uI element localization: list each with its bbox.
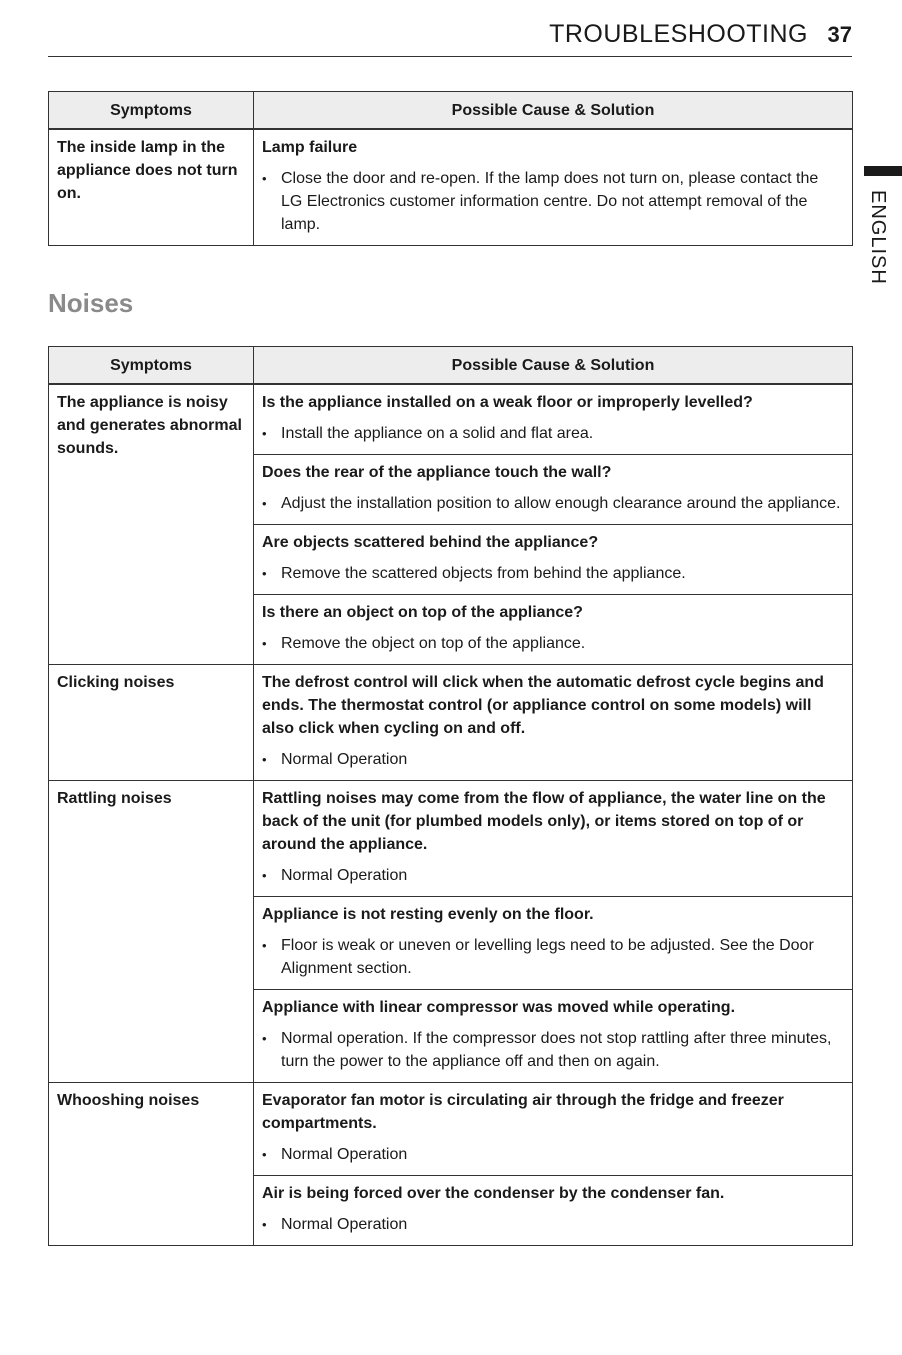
- remedy-text: Normal Operation: [281, 1216, 408, 1233]
- column-header-symptoms: Symptoms: [49, 347, 254, 385]
- bullet-icon: •: [262, 496, 267, 511]
- symptom-cell: Whooshing noises: [49, 1083, 254, 1246]
- symptom-cell: The inside lamp in the appliance does not turn on.: [49, 129, 254, 246]
- cause-heading: Appliance with linear compressor was moved while operating.: [262, 999, 736, 1016]
- page-number: 37: [827, 22, 852, 47]
- bullet-icon: •: [262, 1217, 267, 1232]
- remedy-bullet: [262, 1143, 844, 1166]
- table-body: [49, 129, 853, 246]
- table-row: [49, 781, 853, 1083]
- solution-block: [254, 989, 852, 1082]
- solution-cell: [254, 1083, 853, 1246]
- remedy-text: Normal Operation: [281, 751, 408, 768]
- cause-heading: Is there an object on top of the appliance?: [262, 604, 583, 621]
- bullet-icon: •: [262, 1147, 267, 1162]
- side-tab-label: ENGLISH: [867, 190, 889, 285]
- cause-heading: Lamp failure: [262, 139, 358, 156]
- bullet-icon: •: [262, 868, 267, 883]
- remedy-bullet: [262, 1213, 844, 1236]
- troubleshooting-table-lamp: [48, 91, 853, 246]
- remedy-bullet: [262, 1027, 844, 1073]
- solution-block: [254, 896, 852, 989]
- remedy-text: Install the appliance on a solid and flat area.: [281, 425, 594, 442]
- solution-block: [254, 665, 852, 780]
- header-title: TROUBLESHOOTING: [549, 20, 808, 48]
- symptom-cell: Clicking noises: [49, 665, 254, 781]
- solution-block: [254, 385, 852, 454]
- bullet-icon: •: [262, 752, 267, 767]
- symptom-cell: The appliance is noisy and generates abnormal sounds.: [49, 384, 254, 665]
- cause-heading: The defrost control will click when the automatic defrost cycle begins and ends. The thermostat control (or appliance control on some models) will also click when cycling on and off.: [262, 674, 824, 737]
- solution-block: [254, 1175, 852, 1245]
- table-row: [49, 384, 853, 665]
- bullet-icon: •: [262, 171, 267, 186]
- cause-heading: Rattling noises may come from the flow of appliance, the water line on the back of the unit (for plumbed models only), or items stored on top of or around the appliance.: [262, 790, 826, 853]
- solution-block: [254, 781, 852, 896]
- remedy-text: Normal operation. If the compressor does not stop rattling after three minutes, turn the power to the appliance off and then on again.: [281, 1030, 832, 1070]
- side-tab-marker: [864, 166, 902, 176]
- solution-cell: [254, 665, 853, 781]
- cause-heading: Evaporator fan motor is circulating air through the fridge and freezer compartments.: [262, 1092, 784, 1132]
- table-row: [49, 665, 853, 781]
- bullet-icon: •: [262, 566, 267, 581]
- table-row: [49, 1083, 853, 1246]
- cause-heading: Does the rear of the appliance touch the wall?: [262, 464, 612, 481]
- remedy-bullet: [262, 934, 844, 980]
- column-header-symptoms: Symptoms: [49, 92, 254, 130]
- section-title-noises: Noises: [48, 288, 134, 318]
- page-header: [48, 18, 852, 57]
- solution-block: [254, 454, 852, 524]
- table-header-row: [49, 92, 853, 130]
- remedy-text: Floor is weak or uneven or levelling legs need to be adjusted. See the Door Alignment section.: [281, 937, 814, 977]
- symptom-cell: Rattling noises: [49, 781, 254, 1083]
- solution-cell: [254, 781, 853, 1083]
- solution-block: [254, 1083, 852, 1175]
- remedy-bullet: [262, 167, 844, 236]
- remedy-bullet: [262, 492, 844, 515]
- solution-block: [254, 524, 852, 594]
- cause-heading: Are objects scattered behind the appliance?: [262, 534, 599, 551]
- table-row: [49, 129, 853, 246]
- solution-block: [254, 594, 852, 664]
- remedy-bullet: [262, 422, 844, 445]
- solution-cell: [254, 129, 853, 246]
- remedy-text: Normal Operation: [281, 1146, 408, 1163]
- remedy-text: Adjust the installation position to allow enough clearance around the appliance.: [281, 495, 841, 512]
- table-body: [49, 384, 853, 1246]
- column-header-solution: Possible Cause & Solution: [254, 347, 853, 385]
- table-header-row: [49, 347, 853, 385]
- bullet-icon: •: [262, 1031, 267, 1046]
- bullet-icon: •: [262, 426, 267, 441]
- cause-heading: Appliance is not resting evenly on the floor.: [262, 906, 594, 923]
- bullet-icon: •: [262, 636, 267, 651]
- cause-heading: Is the appliance installed on a weak floor or improperly levelled?: [262, 394, 753, 411]
- remedy-bullet: [262, 748, 844, 771]
- cause-heading: Air is being forced over the condenser by the condenser fan.: [262, 1185, 725, 1202]
- remedy-bullet: [262, 632, 844, 655]
- bullet-icon: •: [262, 938, 267, 953]
- remedy-text: Close the door and re-open. If the lamp does not turn on, please contact the LG Electronics customer information centre. Do not attempt removal of the lamp.: [281, 170, 819, 233]
- troubleshooting-table-noises: [48, 346, 853, 1246]
- remedy-text: Remove the object on top of the appliance.: [281, 635, 586, 652]
- remedy-text: Normal Operation: [281, 867, 408, 884]
- remedy-bullet: [262, 562, 844, 585]
- column-header-solution: Possible Cause & Solution: [254, 92, 853, 130]
- solution-cell: [254, 384, 853, 665]
- solution-block: [254, 130, 852, 245]
- remedy-text: Remove the scattered objects from behind the appliance.: [281, 565, 686, 582]
- remedy-bullet: [262, 864, 844, 887]
